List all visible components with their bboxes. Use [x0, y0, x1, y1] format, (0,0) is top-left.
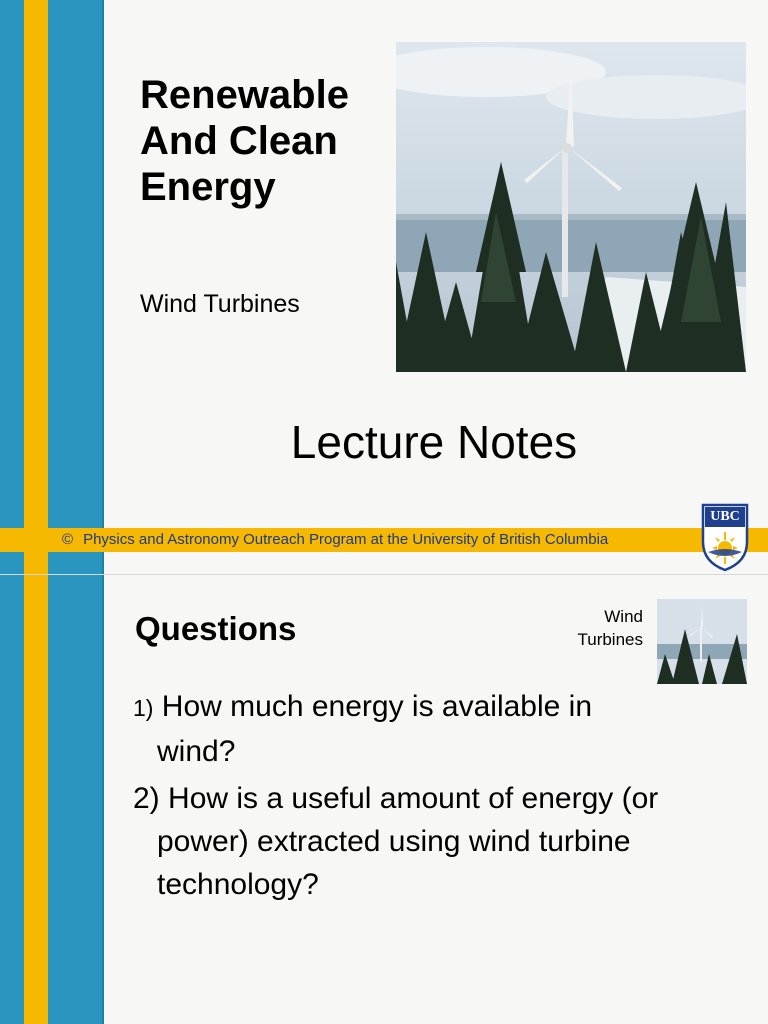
stripe-gold [24, 0, 48, 575]
wind-turbine-photo [396, 42, 746, 372]
question-first-line [133, 777, 753, 820]
question-continuation: wind? [157, 735, 236, 768]
stripe-blue-right [48, 575, 102, 1024]
questions-heading: Questions [135, 610, 297, 647]
question-continuation: power) extracted using wind turbine [157, 825, 631, 858]
thumbnail-label-line: Turbines [577, 630, 643, 649]
banner-text: Physics and Astronomy Outreach Program at the University of British Columbia [83, 531, 609, 548]
copyright-banner [0, 528, 768, 552]
questions-list [133, 685, 753, 910]
stripe-blue-right [48, 0, 102, 575]
question-number: 1) [133, 695, 154, 721]
slide-title-heading [140, 72, 349, 210]
question-item [133, 685, 753, 773]
slide-subtitle: Wind Turbines [140, 290, 300, 318]
stripe-line [102, 0, 104, 575]
title-line: And Clean [140, 119, 338, 163]
stripe-gold [24, 575, 48, 1024]
question-number: 2) [133, 782, 160, 815]
question-text: How is a useful amount of energy (or [168, 782, 659, 815]
wind-turbine-thumbnail [657, 599, 747, 684]
title-line: Energy [140, 165, 276, 209]
ubc-logo-text: UBC [710, 509, 740, 524]
stripe-blue-left [0, 575, 24, 1024]
slide-questions [0, 575, 768, 1024]
ubc-logo [700, 502, 750, 572]
stripe-line [102, 575, 104, 1024]
lecture-notes-heading: Lecture Notes [290, 416, 578, 468]
question-text: How much energy is available in [161, 690, 593, 723]
stripe-blue-left [0, 0, 24, 575]
thumbnail-label-line: Wind [604, 607, 643, 626]
title-line: Renewable [140, 73, 349, 117]
question-first-line [133, 685, 753, 730]
thumbnail-label [548, 605, 643, 651]
question-item [133, 777, 753, 906]
copyright-symbol: © [62, 531, 74, 548]
question-continuation: technology? [157, 868, 319, 901]
